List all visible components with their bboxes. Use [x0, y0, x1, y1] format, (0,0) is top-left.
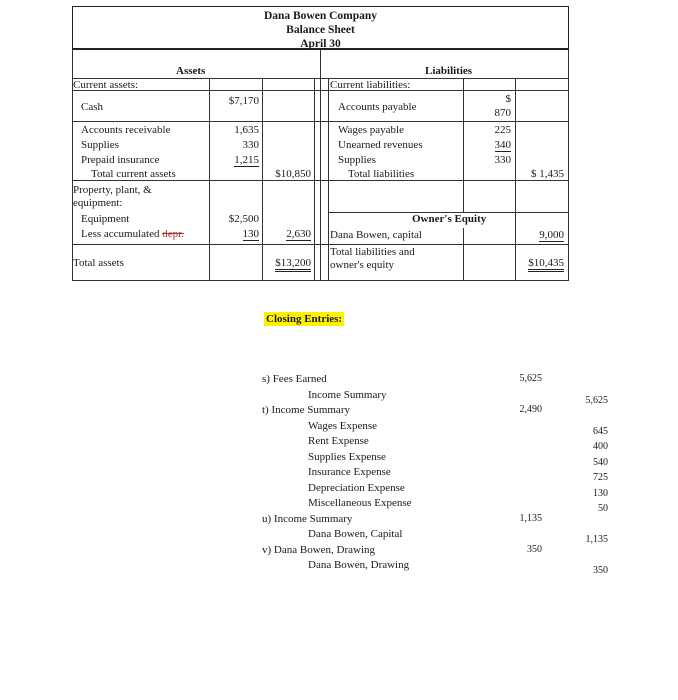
total-liab-equity-label-line2: owner's equity: [330, 259, 394, 271]
accounts-payable-label: Accounts payable: [338, 101, 417, 113]
balance-sheet-header: [72, 6, 569, 50]
equipment-net-amount: 2,630: [286, 228, 311, 240]
journal-entry-label: Wages Expense: [308, 420, 378, 432]
unearned-revenues-label: Unearned revenues: [338, 139, 423, 151]
journal-entry-debit: 1,135: [519, 513, 542, 524]
wages-payable-label: Wages payable: [338, 124, 404, 136]
total-liab-equity-label-line1: Total liabilities and: [330, 246, 415, 258]
journal-entry-label: v) Dana Bowen, Drawing: [262, 544, 376, 556]
journal-entry-debit: 2,490: [519, 404, 542, 415]
ppe-label-line2: equipment:: [73, 197, 123, 209]
journal-entry-label: Rent Expense: [308, 435, 369, 447]
supplies-label: Supplies: [81, 139, 119, 151]
total-liabilities-label: Total liabilities: [348, 168, 415, 180]
journal-entry-credit: 50: [598, 503, 608, 514]
total-current-assets-amount: $10,850: [275, 168, 311, 180]
total-liab-equity-amount: $10,435: [528, 257, 564, 272]
ar-amount: 1,635: [234, 124, 259, 136]
journal-entry-credit: 350: [593, 565, 608, 576]
total-current-assets-label: Total current assets: [91, 168, 176, 180]
journal-entry-credit: 130: [593, 488, 608, 499]
journal-entry-credit: 540: [593, 457, 608, 468]
journal-entry-label: Supplies Expense: [308, 451, 386, 463]
liab-supplies-amount: 330: [494, 154, 511, 166]
journal-entry-label: Depreciation Expense: [308, 482, 405, 494]
accounts-payable-dollar: $: [505, 93, 511, 105]
current-assets-label: Current assets:: [73, 79, 139, 91]
current-liabilities-label: Current liabilities:: [330, 79, 411, 91]
journal-entry-label: u) Income Summary: [262, 513, 353, 525]
statement-date: April 30: [300, 38, 341, 50]
equipment-label: Equipment: [81, 213, 130, 225]
supplies-amount: 330: [242, 139, 259, 151]
journal-entry-label: Insurance Expense: [308, 466, 391, 478]
equity-heading: Owner's Equity: [412, 213, 487, 225]
journal-entry-credit: 645: [593, 426, 608, 437]
cash-label: Cash: [81, 101, 103, 113]
journal-entry-label: t) Income Summary: [262, 404, 350, 416]
capital-amount: 9,000: [539, 229, 564, 241]
accum-dep-amount: 130: [242, 228, 259, 240]
total-liabilities-amount: $ 1,435: [531, 168, 564, 180]
unearned-revenues-amount: 340: [494, 139, 511, 151]
prepaid-insurance-amount: 1,215: [234, 154, 259, 166]
journal-entry-credit: 400: [593, 441, 608, 452]
accum-dep-struck-abbrev: depr.: [162, 228, 184, 240]
prepaid-insurance-label: Prepaid insurance: [81, 154, 160, 166]
journal-entry-label: Income Summary: [308, 389, 387, 401]
journal-entry-credit: 5,625: [585, 395, 608, 406]
accounts-payable-amount: 870: [494, 107, 511, 119]
journal-entry-label: Miscellaneous Expense: [308, 497, 412, 509]
total-assets-amount: $13,200: [275, 257, 311, 272]
equipment-amount: $2,500: [228, 213, 259, 225]
journal-entry-label: s) Fees Earned: [262, 373, 327, 385]
accum-dep-row: [81, 228, 184, 240]
journal-entry-label: Dana Bowen, Drawing: [308, 559, 410, 571]
capital-label: Dana Bowen, capital: [330, 229, 422, 241]
liab-supplies-label: Supplies: [338, 154, 376, 166]
accum-dep-label: Less accumulated: [81, 228, 160, 240]
journal-entry-credit: 1,135: [585, 534, 608, 545]
closing-entries-heading: Closing Entries:: [266, 313, 343, 325]
ppe-label-line1: Property, plant, &: [73, 184, 152, 196]
journal-entry-label: Dana Bowen, Capital: [308, 528, 403, 540]
ar-label: Accounts receivable: [81, 124, 171, 136]
wages-payable-amount: 225: [494, 124, 511, 136]
journal-entry-credit: 725: [593, 472, 608, 483]
company-name: Dana Bowen Company: [263, 10, 378, 22]
statement-title: Balance Sheet: [286, 24, 355, 36]
journal-entry-debit: 5,625: [519, 373, 542, 384]
assets-heading: Assets: [176, 65, 206, 77]
cash-amount: $7,170: [228, 95, 259, 107]
total-assets-label: Total assets: [73, 257, 124, 269]
liabilities-heading: Liabilities: [425, 65, 473, 77]
journal-entry-debit: 350: [527, 544, 542, 555]
